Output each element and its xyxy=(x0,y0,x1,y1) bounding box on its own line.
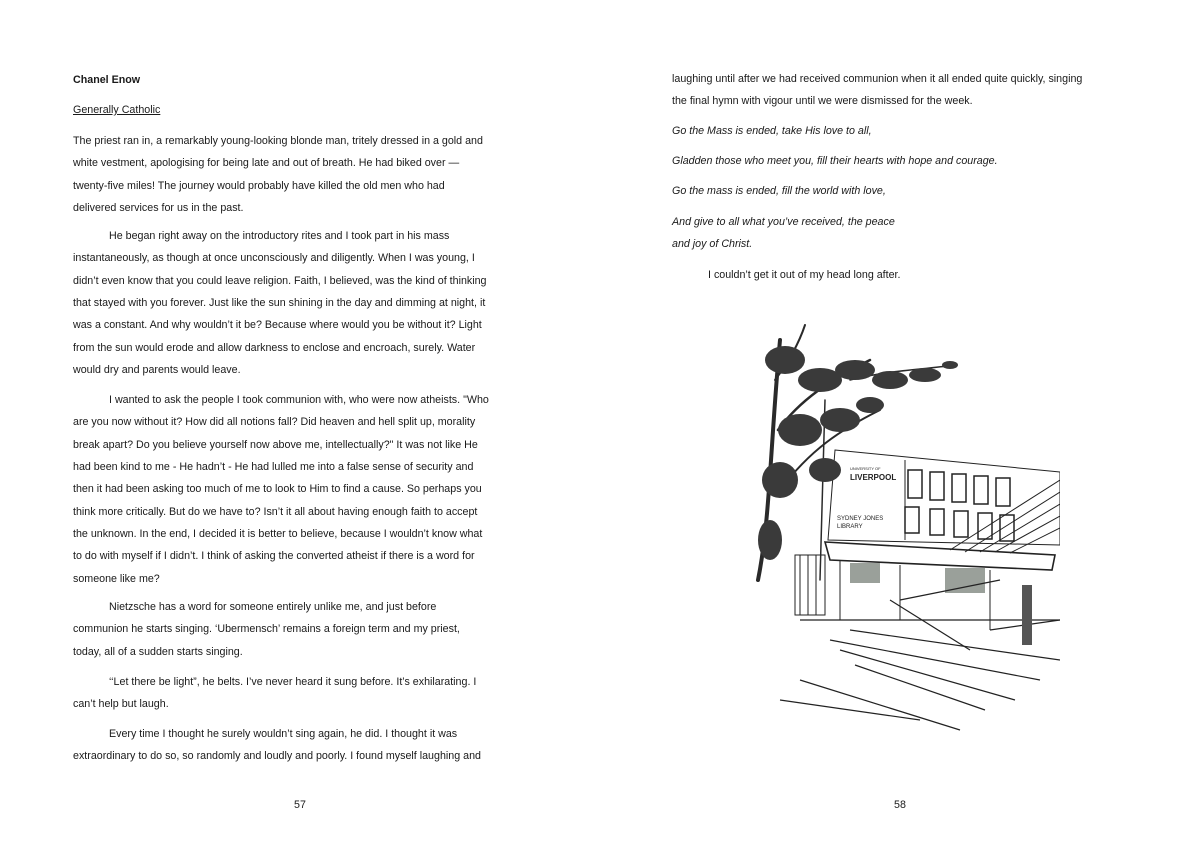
text-line: He began right away on the introductory rites and I took part in his mass xyxy=(109,230,450,242)
text-line: think more critically. But do we have to? Isn’t it all about having enough faith to accept xyxy=(73,505,478,518)
paragraph xyxy=(73,723,481,768)
text-line: the final hymn with vigour until we were dismissed for the week. xyxy=(672,95,973,108)
paragraph xyxy=(73,130,483,219)
text-line: laughing until after we had received communion when it all ended quite quickly, singing xyxy=(672,73,1083,85)
closing-line: I couldn’t get it out of my head long after. xyxy=(708,269,901,281)
author-name: Chanel Enow xyxy=(73,74,141,86)
paragraph-continuation xyxy=(672,68,1082,113)
text-line: the unknown. In the end, I decided it is better to believe, because I wouldn’t know what xyxy=(73,528,483,541)
text-line: are you now without it? How did all notions fall? Did heaven and hell split up, morality xyxy=(73,416,476,429)
sign-library: LIBRARY xyxy=(837,524,863,530)
text-line: instantaneously, as though at once unconsciously and diligently. When I was young, I xyxy=(73,252,475,265)
text-line: delivered services for us in the past. xyxy=(73,202,244,215)
text-line: didn’t even know that you could leave religion. Faith, I believed, was the kind of thinking xyxy=(73,274,487,287)
library-sketch-illustration xyxy=(740,320,1060,750)
text-line: then it had been asking too much of me to look to Him to find a cause. So perhaps you xyxy=(73,483,482,496)
text-line: ‘‘Let there be light”, he belts. I’ve never heard it sung before. It’s exhilarating. I xyxy=(109,676,477,688)
text-line: from the sun would erode and allow darkness to enclose and encroach, surely. Water xyxy=(73,341,476,354)
text-line: break apart? Do you believe yourself now above me, intellectually?" It was not like He xyxy=(73,438,478,451)
paragraph xyxy=(73,225,487,381)
sign-university: UNIVERSITY OF xyxy=(850,466,881,471)
paragraph xyxy=(73,671,476,716)
text-line: extraordinary to do so, so randomly and loudly and poorly. I found myself laughing and xyxy=(73,750,481,763)
text-line: white vestment, apologising for being late and out of breath. He had biked over — xyxy=(73,157,460,170)
text-line: to do with myself if I didn’t. I think of asking the converted atheist if there is a word for xyxy=(73,550,475,563)
text-line: The priest ran in, a remarkably young-looking blonde man, tritely dressed in a gold and xyxy=(73,135,483,147)
hymn-line: Gladden those who meet you, fill their hearts with hope and courage. xyxy=(672,155,998,167)
text-line: today, all of a sudden starts singing. xyxy=(73,645,243,658)
text-line: can’t help but laugh. xyxy=(73,698,169,711)
chapter-subtitle: Generally Catholic xyxy=(73,104,161,116)
sign-library-name: SYDNEY JONES xyxy=(837,516,884,522)
page-number: 57 xyxy=(294,799,306,811)
text-line: communion he starts singing. ‘Ubermensch’ remains a foreign term and my priest, xyxy=(73,623,460,636)
text-line: that stayed with you forever. Just like the sun shining in the day and dimming at night, it xyxy=(73,297,486,310)
paragraph xyxy=(73,389,489,590)
sign-liverpool: LIVERPOOL xyxy=(850,473,897,482)
paragraph xyxy=(73,596,460,663)
hymn-line: And give to all what you’ve received, the peace xyxy=(672,216,895,228)
text-line: would dry and parents would leave. xyxy=(73,364,241,377)
text-line: Nietzsche has a word for someone entirely unlike me, and just before xyxy=(109,601,437,613)
hymn-line: Go the mass is ended, fill the world with love, xyxy=(672,185,886,197)
text-line: had been kind to me - He hadn’t - He had lulled me into a false sense of security and xyxy=(73,461,474,474)
text-line: twenty-five miles! The journey would probably have killed the old men who had xyxy=(73,179,445,192)
hymn-line: and joy of Christ. xyxy=(672,238,753,250)
text-line: I wanted to ask the people I took communion with, who were now atheists. "Who xyxy=(109,394,489,406)
text-line: someone like me? xyxy=(73,572,160,585)
hymn-line: Go the Mass is ended, take His love to all, xyxy=(672,125,872,137)
text-line: Every time I thought he surely wouldn’t sing again, he did. I thought it was xyxy=(109,728,458,740)
page-number: 58 xyxy=(894,799,906,811)
text-line: was a constant. And why wouldn’t it be? Because where would you be without it? Light xyxy=(73,319,482,332)
